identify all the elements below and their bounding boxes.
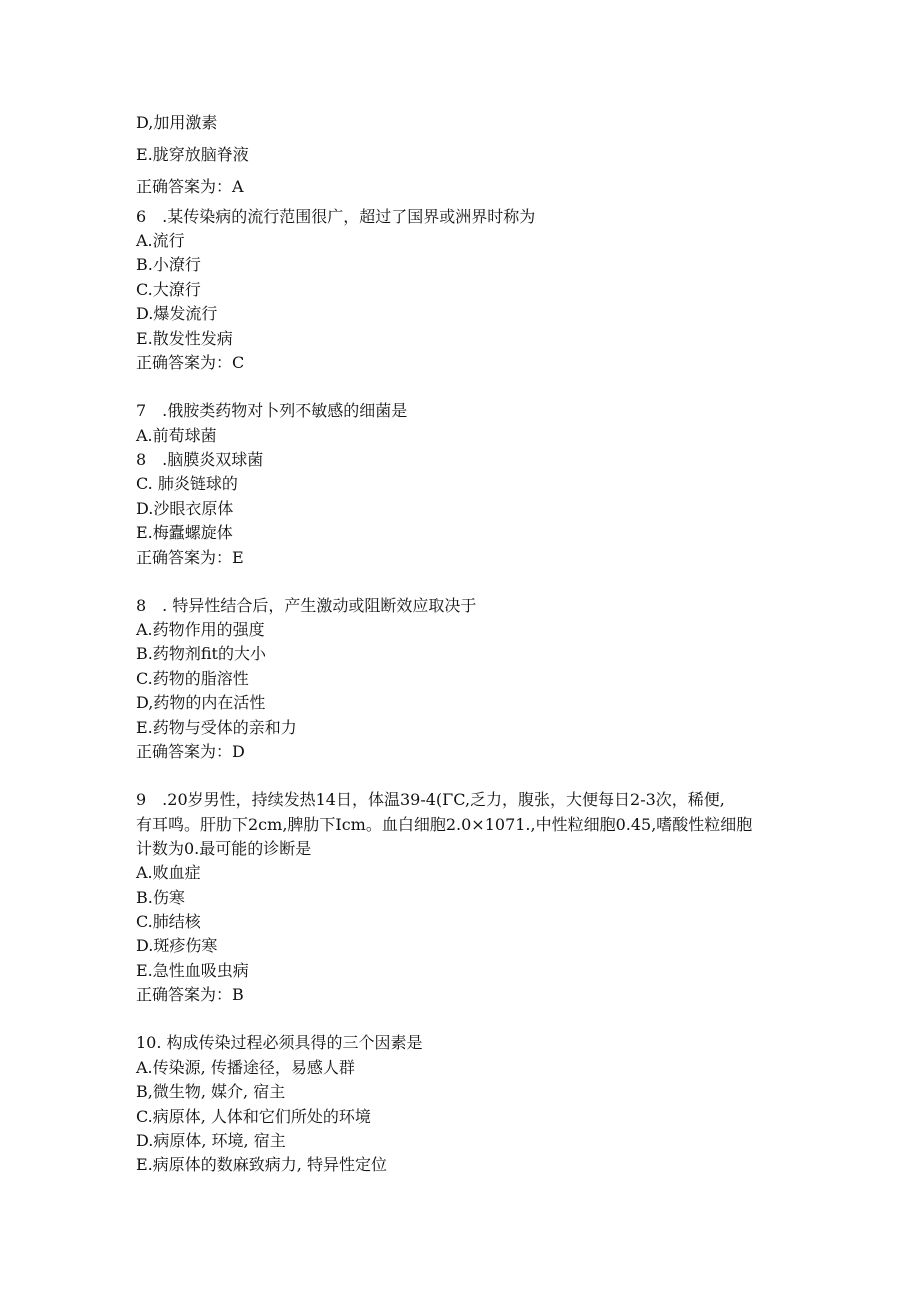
question-line: 10. 构成传染过程必须具得的三个因素是: [136, 1033, 423, 1052]
option-line: C.药物的脂溶性: [136, 669, 249, 688]
answer-line: 正确答案为：C: [136, 353, 245, 372]
question-line: 9 .20岁男性，持续发热14日，体温39-4(ΓC,乏力，腹张，大便每日2-3次，稀便,: [136, 790, 725, 809]
option-line: B.小潦行: [136, 255, 201, 274]
option-line: E.散发性发病: [136, 329, 233, 348]
question-line: 6 .某传染病的流行范围很广，超过了国界或洲界时称为: [136, 207, 536, 226]
option-line: E.急性血吸虫病: [136, 961, 249, 980]
option-line: B.药物剂fit的大小: [136, 644, 266, 663]
option-line: E.药物与受体的亲和力: [136, 718, 297, 737]
option-line: A.流行: [136, 231, 185, 250]
answer-line: 正确答案为：D: [136, 742, 245, 761]
option-line: B.伤寒: [136, 888, 185, 907]
answer-line: 正确答案为：A: [136, 177, 244, 196]
option-line: D.斑疹伤寒: [136, 936, 218, 955]
option-line: D.沙眼衣原体: [136, 499, 234, 518]
option-line: A.前荀球菌: [136, 426, 217, 445]
option-line: C.肺结核: [136, 912, 201, 931]
option-line: D.病原体, 环境, 宿主: [136, 1131, 286, 1150]
option-line: C.病原体, 人体和它们所处的环境: [136, 1107, 371, 1126]
question-line: 计数为0.最可能的诊断是: [136, 839, 312, 858]
answer-line: 正确答案为：B: [136, 985, 244, 1004]
answer-line: 正确答案为：E: [136, 548, 244, 567]
option-line: D,加用激素: [136, 113, 218, 132]
option-line: C. 肺炎链球的: [136, 474, 238, 493]
option-line: A.败血症: [136, 863, 201, 882]
option-line: C.大潦行: [136, 280, 201, 299]
option-line: E.胧穿放脑脊液: [136, 145, 249, 164]
option-line: D.爆发流行: [136, 304, 218, 323]
option-line: D,药物的内在活性: [136, 693, 266, 712]
option-line: E.梅蠹螺旋体: [136, 523, 233, 542]
option-line: A.传染源, 传播途径，易感人群: [136, 1058, 355, 1077]
option-line: B,微生物, 媒介, 宿主: [136, 1082, 286, 1101]
option-line: E.病原体的数麻致病力, 特异性定位: [136, 1155, 387, 1174]
option-line: A.药物作用的强度: [136, 620, 265, 639]
question-line: 7 .俄胺类药物对卜列不敏感的细菌是: [136, 401, 408, 420]
option-line: 8 .脑膜炎双球菌: [136, 450, 264, 469]
question-line: 有耳鸣。肝肋下2cm,脾肋下Icm。血白细胞2.0×1071.,中性粒细胞0.45,嗜酸性粒细胞: [136, 815, 753, 834]
question-line: 8 . 特异性结合后，产生激动或阻断效应取决于: [136, 596, 477, 615]
